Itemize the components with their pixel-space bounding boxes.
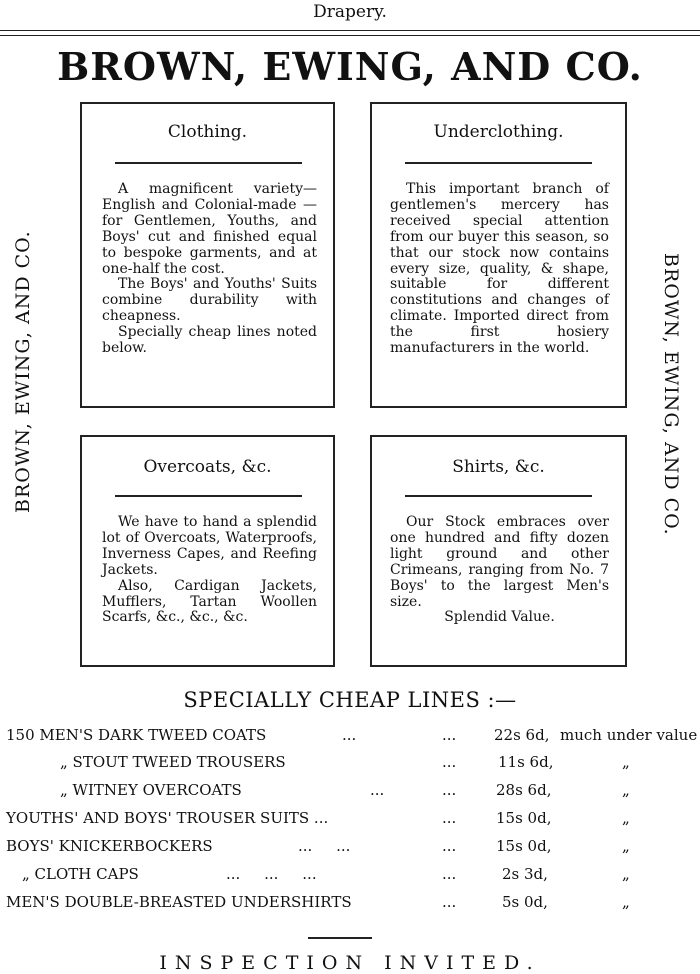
line-item-ditto: „ — [622, 809, 630, 827]
line-item-price: 28s 6d, — [496, 781, 552, 799]
firm-name: BROWN, EWING, AND CO. — [57, 44, 643, 89]
box-divider — [115, 162, 302, 164]
line-item-price: 2s 3d, — [502, 865, 548, 883]
cheap-lines-heading: SPECIALLY CHEAP LINES :— — [183, 688, 517, 712]
clothing-box — [80, 102, 335, 408]
box-paragraph: We have to hand a splendid lot of Overcoats, Waterproofs, Inverness Capes, and Reefing Jackets. — [102, 514, 317, 578]
line-item-label: 150 MEN'S DARK TWEED COATS — [6, 726, 267, 744]
side-label-left: BROWN, EWING, AND CO. — [12, 230, 34, 513]
box-paragraph: The Boys' and Youths' Suits combine durability with cheapness. — [102, 276, 317, 325]
box-body — [390, 515, 609, 626]
overcoats-box — [80, 435, 335, 667]
line-item-dots: ... ... ... — [226, 865, 317, 883]
box-paragraph: Also, Cardigan Jackets, Mufflers, Tartan Woollen Scarfs, &c., &c., &c. — [102, 577, 317, 626]
header-rule-bottom — [0, 35, 700, 36]
line-item-ditto: „ — [622, 837, 630, 855]
line-item-label: „ STOUT TWEED TROUSERS — [60, 753, 286, 771]
line-item-ditto: „ — [622, 781, 630, 799]
line-item-dots: ... — [442, 865, 457, 883]
line-item-dots: ... — [442, 837, 457, 855]
cheap-lines-list — [0, 726, 700, 926]
shirts-box — [370, 435, 627, 667]
side-label-right: BROWN, EWING, AND CO. — [660, 253, 682, 536]
line-item-label: BOYS' KNICKERBOCKERS — [6, 837, 213, 855]
line-item-label: „ CLOTH CAPS — [22, 865, 139, 883]
line-item-note: much under value — [560, 726, 698, 744]
box-title: Clothing. — [167, 122, 248, 142]
box-body — [102, 182, 317, 357]
line-item-label: „ WITNEY OVERCOATS — [60, 781, 242, 799]
line-item-dots: ... — [370, 781, 385, 799]
line-item-price: 5s 0d, — [502, 893, 548, 911]
line-item-price: 15s 0d, — [496, 837, 552, 855]
line-item-dots: ... — [442, 781, 457, 799]
box-body — [102, 515, 317, 626]
line-item-label: YOUTHS' AND BOYS' TROUSER SUITS ... — [6, 809, 329, 827]
box-paragraph: Splendid Value. — [444, 609, 555, 626]
box-paragraph: Specially cheap lines noted below. — [102, 324, 317, 357]
line-item-price: 11s 6d, — [498, 753, 554, 771]
box-title: Overcoats, &c. — [143, 457, 272, 477]
line-item-price: 22s 6d, — [494, 726, 550, 744]
line-item-dots: ... — [442, 893, 457, 911]
footer-text: INSPECTION INVITED. — [159, 952, 541, 974]
line-item-ditto: „ — [622, 893, 630, 911]
line-item-price: 15s 0d, — [496, 809, 552, 827]
header-rule-top — [0, 30, 700, 31]
line-item-ditto: „ — [622, 753, 630, 771]
line-item-ditto: „ — [622, 865, 630, 883]
line-item-label: MEN'S DOUBLE-BREASTED UNDERSHIRTS — [6, 893, 352, 911]
box-divider — [405, 495, 592, 497]
box-paragraph: A magnificent variety— English and Colonial-made —for Gentlemen, Youths, and Boys' cut and finished equal to bespoke garments, and at one-half the cost. — [102, 181, 317, 277]
line-item-dots: ... ... — [298, 837, 351, 855]
box-divider — [405, 162, 592, 164]
box-paragraph: This important branch of gentlemen's mercery has received special attention from our buyer this season, so that our stock now contains every size, quality, & shape, suitable for different constitutions and changes of climate. Imported direct from the first hosiery manufacturers in the world. — [390, 181, 609, 357]
box-title: Shirts, &c. — [452, 457, 545, 477]
line-item-dots: ... — [442, 753, 457, 771]
section-header: Drapery. — [313, 2, 387, 22]
box-title: Underclothing. — [433, 122, 564, 142]
line-item-dots: ... — [442, 809, 457, 827]
box-paragraph: Our Stock embraces over one hundred and fifty dozen light ground and other Crimeans, ranging from No. 7 Boys' to the largest Men's size. — [390, 514, 609, 610]
line-item-dots: ... — [342, 726, 357, 744]
footer-divider — [308, 937, 372, 939]
underclothing-box — [370, 102, 627, 408]
line-item-dots: ... — [442, 726, 457, 744]
box-body — [390, 182, 609, 357]
box-divider — [115, 495, 302, 497]
